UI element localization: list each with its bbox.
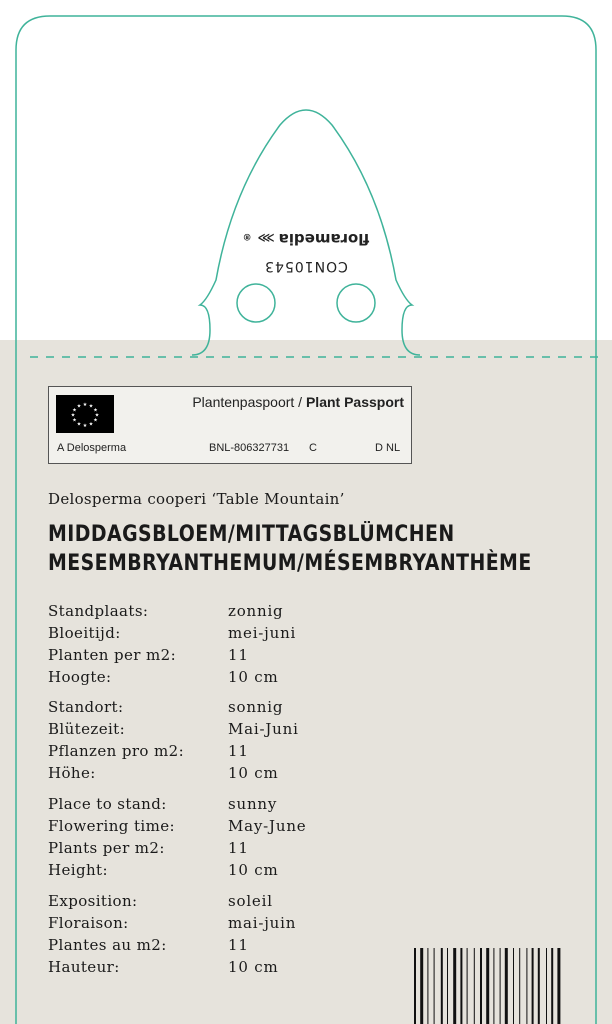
info-value: soleil xyxy=(228,892,273,910)
passport-title xyxy=(159,394,404,410)
info-label: Blütezeit: xyxy=(48,720,126,738)
info-row xyxy=(48,815,408,837)
info-row xyxy=(48,718,408,740)
info-group-dutch xyxy=(48,600,408,688)
info-group-english xyxy=(48,793,408,881)
info-label: Standort: xyxy=(48,698,124,716)
svg-text:★: ★ xyxy=(72,407,77,414)
info-value: zonnig xyxy=(228,602,284,620)
info-row xyxy=(48,762,408,784)
info-value: 10 cm xyxy=(228,764,279,782)
botanical-name: Delosperma cooperi ‘Table Mountain’ xyxy=(48,490,345,508)
svg-text:★: ★ xyxy=(76,421,82,428)
info-value: 11 xyxy=(228,936,249,954)
info-value: 10 cm xyxy=(228,668,279,686)
info-row xyxy=(48,890,408,912)
florameddia-logo-icon: ⋙ xyxy=(257,231,275,245)
info-label: Höhe: xyxy=(48,764,96,782)
info-row xyxy=(48,912,408,934)
info-label: Plants per m2: xyxy=(48,839,165,857)
svg-text:★: ★ xyxy=(93,417,98,424)
info-row xyxy=(48,696,408,718)
info-row xyxy=(48,644,408,666)
passport-title-nl: Plantenpaspoort / xyxy=(192,394,303,410)
info-label: Hoogte: xyxy=(48,668,112,686)
info-group-french xyxy=(48,890,408,978)
info-value: mai-juin xyxy=(228,914,297,932)
common-name-line-2: MESEMBRYANTHEMUM/MÉSEMBRYANTHÈME xyxy=(48,551,532,576)
svg-text:★: ★ xyxy=(88,403,94,410)
info-label: Exposition: xyxy=(48,892,138,910)
info-value: 11 xyxy=(228,742,249,760)
info-label: Standplaats: xyxy=(48,602,149,620)
hanger-brand xyxy=(236,230,376,248)
info-label: Bloeitijd: xyxy=(48,624,121,642)
info-label: Hauteur: xyxy=(48,958,120,976)
svg-text:★: ★ xyxy=(70,412,76,419)
svg-text:★: ★ xyxy=(94,412,100,419)
barcode-icon xyxy=(410,946,612,1024)
hanger-code: CON10543 xyxy=(264,258,348,274)
info-value: May-June xyxy=(228,817,307,835)
svg-text:★: ★ xyxy=(82,423,88,429)
info-row xyxy=(48,793,408,815)
info-value: 10 cm xyxy=(228,861,279,879)
passport-field-d: D NL xyxy=(375,442,401,454)
info-row xyxy=(48,600,408,622)
passport-field-b: BNL-806327731 xyxy=(209,442,290,454)
svg-text:★: ★ xyxy=(76,403,82,410)
svg-text:★: ★ xyxy=(93,407,98,414)
info-value: mei-juni xyxy=(228,624,297,642)
info-row xyxy=(48,666,408,688)
info-value: sonnig xyxy=(228,698,284,716)
eu-flag-icon xyxy=(56,395,114,433)
info-row xyxy=(48,837,408,859)
plant-passport-box xyxy=(48,386,412,464)
passport-title-en: Plant Passport xyxy=(305,394,404,410)
svg-text:★: ★ xyxy=(88,421,94,428)
info-label: Floraison: xyxy=(48,914,129,932)
info-row xyxy=(48,740,408,762)
svg-text:★: ★ xyxy=(72,417,77,424)
passport-field-c: C xyxy=(309,442,317,454)
common-name-line-1: MIDDAGSBLOEM/MITTAGSBLÜMCHEN xyxy=(48,522,455,547)
info-label: Plantes au m2: xyxy=(48,936,167,954)
info-label: Height: xyxy=(48,861,108,879)
info-row xyxy=(48,934,408,956)
info-label: Planten per m2: xyxy=(48,646,177,664)
registered-mark-icon: ® xyxy=(242,231,252,241)
info-row xyxy=(48,859,408,881)
info-label: Place to stand: xyxy=(48,795,167,813)
info-value: 11 xyxy=(228,646,249,664)
info-value: 10 cm xyxy=(228,958,279,976)
info-value: sunny xyxy=(228,795,278,813)
brand-name: floramedia xyxy=(278,230,370,248)
info-label: Flowering time: xyxy=(48,817,175,835)
svg-text:★: ★ xyxy=(82,402,88,408)
info-row xyxy=(48,622,408,644)
passport-field-a: A Delosperma xyxy=(57,442,127,454)
info-row xyxy=(48,956,408,978)
info-value: Mai-Juni xyxy=(228,720,299,738)
info-value: 11 xyxy=(228,839,249,857)
info-label: Pflanzen pro m2: xyxy=(48,742,185,760)
common-names xyxy=(48,520,530,578)
info-group-german xyxy=(48,696,408,784)
